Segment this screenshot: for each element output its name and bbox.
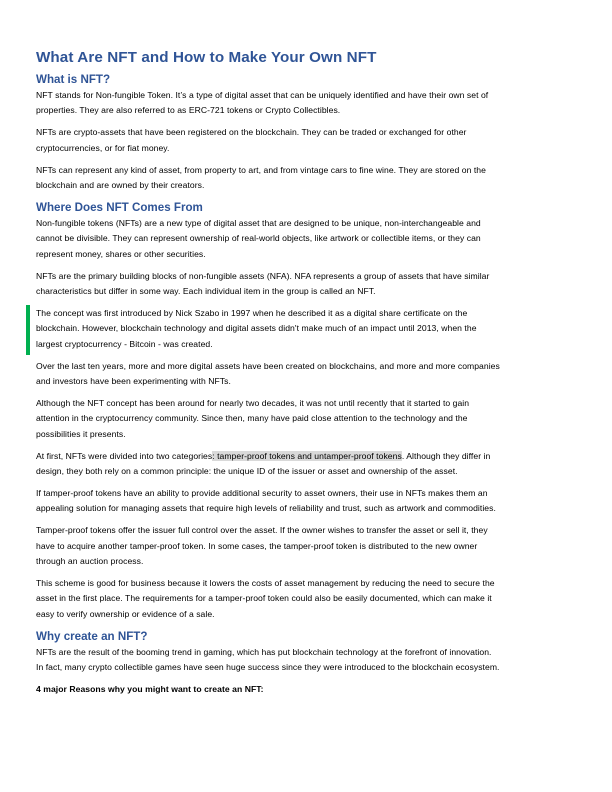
text-line: The concept was first introduced by Nick Szabo in 1997 when he described it as a digital share certificate on the	[36, 307, 468, 318]
text-line: This scheme is good for business because it lowers the costs of asset management by reducing the need to secure the	[36, 578, 495, 589]
paragraph	[36, 576, 578, 622]
text-line: through an auction process.	[36, 556, 144, 567]
text-line: largest cryptocurrency - Bitcoin - was created.	[36, 338, 213, 349]
text-line: In fact, many crypto collectible games have seen huge success since they were introduced to the blockchain ecosystem.	[36, 662, 500, 673]
paragraph	[36, 269, 578, 300]
text-line: properties. They are also referred to as ERC-721 tokens or Crypto Collectibles.	[36, 105, 341, 116]
paragraph	[36, 125, 578, 156]
reasons-intro	[36, 682, 578, 697]
text-line: appealing solution for managing assets that require high levels of reliability and trust, such as artwork and commodities.	[36, 503, 496, 514]
text-line: asset in the first place. The requirements for a tamper-proof token could also be easily documented, which can make it	[36, 593, 492, 604]
text-line: represent money, shares or other securities.	[36, 248, 206, 259]
text-line: NFTs are the primary building blocks of non-fungible assets (NFA). NFA represents a group of assets that have similar	[36, 270, 490, 281]
document-title: What Are NFT and How to Make Your Own NFT	[36, 49, 377, 66]
text-line: cryptocurrencies, or for fiat money.	[36, 142, 170, 153]
text-line: possibilities it presents.	[36, 428, 126, 439]
paragraph	[36, 359, 578, 390]
text-line: attention in the cryptocurrency community. Since then, many have paid close attention to the technology and the	[36, 413, 468, 424]
text-line: Non-fungible tokens (NFTs) are a new type of digital asset that are designed to be unique, non-interchangeable and	[36, 217, 481, 228]
paragraph-with-selection	[36, 449, 578, 480]
text-line	[36, 449, 578, 464]
text-line: cannot be divisible. They can represent ownership of real-world objects, like artwork or collectible items, or they can	[36, 233, 481, 244]
paragraph	[36, 216, 578, 262]
text-line: easy to verify ownership or evidence of a sale.	[36, 608, 215, 619]
paragraph	[36, 163, 578, 194]
text-line: If tamper-proof tokens have an ability to provide additional security to asset owners, their use in NFTs makes them an	[36, 488, 488, 499]
paragraph	[36, 88, 578, 119]
text-line: NFT stands for Non-fungible Token. It’s a type of digital asset that can be uniquely identified and have their own set of	[36, 90, 489, 100]
text-line: Over the last ten years, more and more digital assets have been created on blockchains, and more and more companies	[36, 360, 500, 371]
text-line: Tamper-proof tokens offer the issuer full control over the asset. If the owner wishes to transfer the asset or sell it, they	[36, 525, 488, 536]
text-line: Although the NFT concept has been around for nearly two decades, it was not until recently that it started to gain	[36, 398, 470, 408]
paragraph	[36, 645, 578, 676]
text-line: characteristics but differ in some way. Each individual item in the group is called an NFT.	[36, 286, 376, 297]
paragraph-tracked-change	[36, 306, 578, 352]
section-heading-where-nft-comes-from: Where Does NFT Comes From	[36, 200, 203, 214]
document-page	[36, 48, 578, 704]
text-line: NFTs are crypto-assets that have been registered on the blockchain. They can be traded or exchanged for other	[36, 127, 467, 138]
text-line: 4 major Reasons why you might want to create an NFT:	[36, 684, 264, 695]
paragraph	[36, 523, 578, 569]
text-line: have to acquire another tamper-proof token. In some cases, the tamper-proof token is distributed to the new owner	[36, 540, 478, 551]
text-line: NFTs are the result of the booming trend in gaming, which has put blockchain technology at the forefront of innovation.	[36, 646, 492, 657]
section-heading-why-create-nft: Why create an NFT?	[36, 629, 148, 643]
tracked-change-bar	[26, 305, 30, 355]
text-line: NFTs can represent any kind of asset, from property to art, and from vintage cars to fine wine. They are stored on the	[36, 164, 486, 175]
text-run: At first, NFTs were divided into two categories	[36, 450, 213, 461]
section-heading-what-is-nft: What is NFT?	[36, 73, 111, 86]
selected-text[interactable]: : tamper-proof tokens and untamper-proof tokens	[212, 450, 402, 461]
text-line: blockchain. However, blockchain technology and digital assets didn't make much of an impact until 2013, when the	[36, 323, 477, 334]
text-line: blockchain and are owned by their creators.	[36, 180, 205, 191]
text-run: . Although they differ in	[401, 450, 491, 461]
paragraph	[36, 486, 578, 517]
text-line: design, they both rely on a common principle: the unique ID of the issuer or asset and ownership of the asset.	[36, 466, 458, 477]
text-line: and investors have been experimenting with NFTs.	[36, 376, 231, 387]
paragraph	[36, 396, 578, 442]
